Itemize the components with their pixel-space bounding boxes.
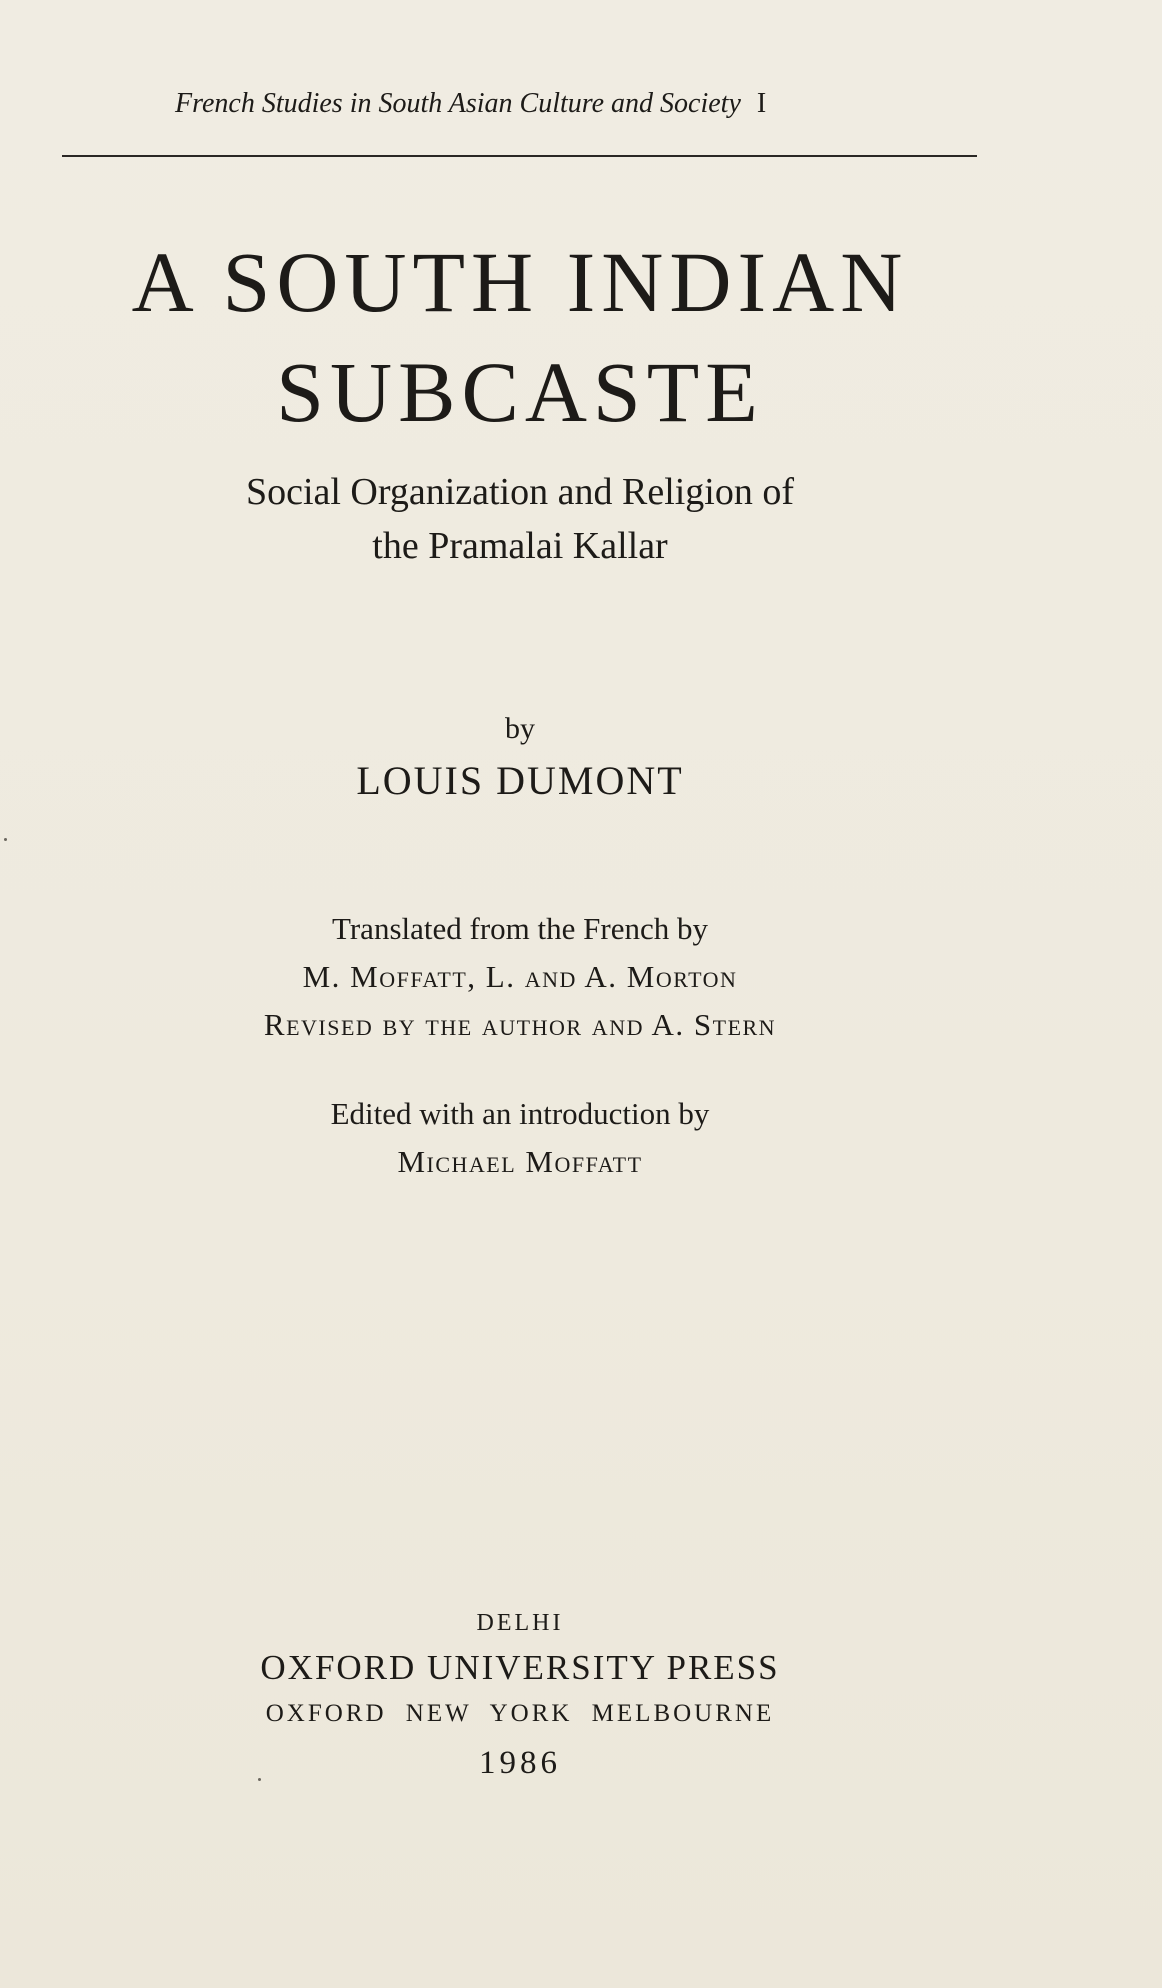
author-name: LOUIS DUMONT <box>356 758 684 803</box>
publisher-places: OXFORD NEW YORK MELBOURNE <box>265 1700 775 1727</box>
book-title-line-2: SUBCASTE <box>276 344 764 440</box>
book-title-line-1: A SOUTH INDIAN <box>131 234 909 330</box>
subtitle-line-2: the Pramalai Kallar <box>372 525 668 567</box>
editor-credits <box>60 1090 980 1186</box>
series-title: French Studies in South Asian Culture and Society <box>175 88 741 119</box>
subtitle-line-1: Social Organization and Religion of <box>245 471 795 513</box>
editor-line-1: Edited with an introduction by <box>330 1096 710 1131</box>
paper-speck <box>258 1778 261 1781</box>
imprint-city: DELHI <box>476 1610 564 1636</box>
translation-line-2: M. Moffatt, L. and A. Morton <box>302 959 738 994</box>
translation-line-1: Translated from the French by <box>332 911 708 946</box>
publisher-name: OXFORD UNIVERSITY PRESS <box>260 1648 780 1687</box>
book-subtitle <box>60 465 980 573</box>
translation-line-3: Revised by the author and A. Stern <box>263 1007 777 1042</box>
series-line <box>175 88 875 120</box>
by-label: by <box>505 712 535 745</box>
series-volume: I <box>756 88 767 119</box>
header-rule <box>62 155 977 157</box>
publication-year: 1986 <box>479 1745 561 1781</box>
translation-credits <box>60 905 980 1049</box>
paper-speck <box>4 838 7 841</box>
editor-name: Michael Moffatt <box>397 1144 643 1179</box>
